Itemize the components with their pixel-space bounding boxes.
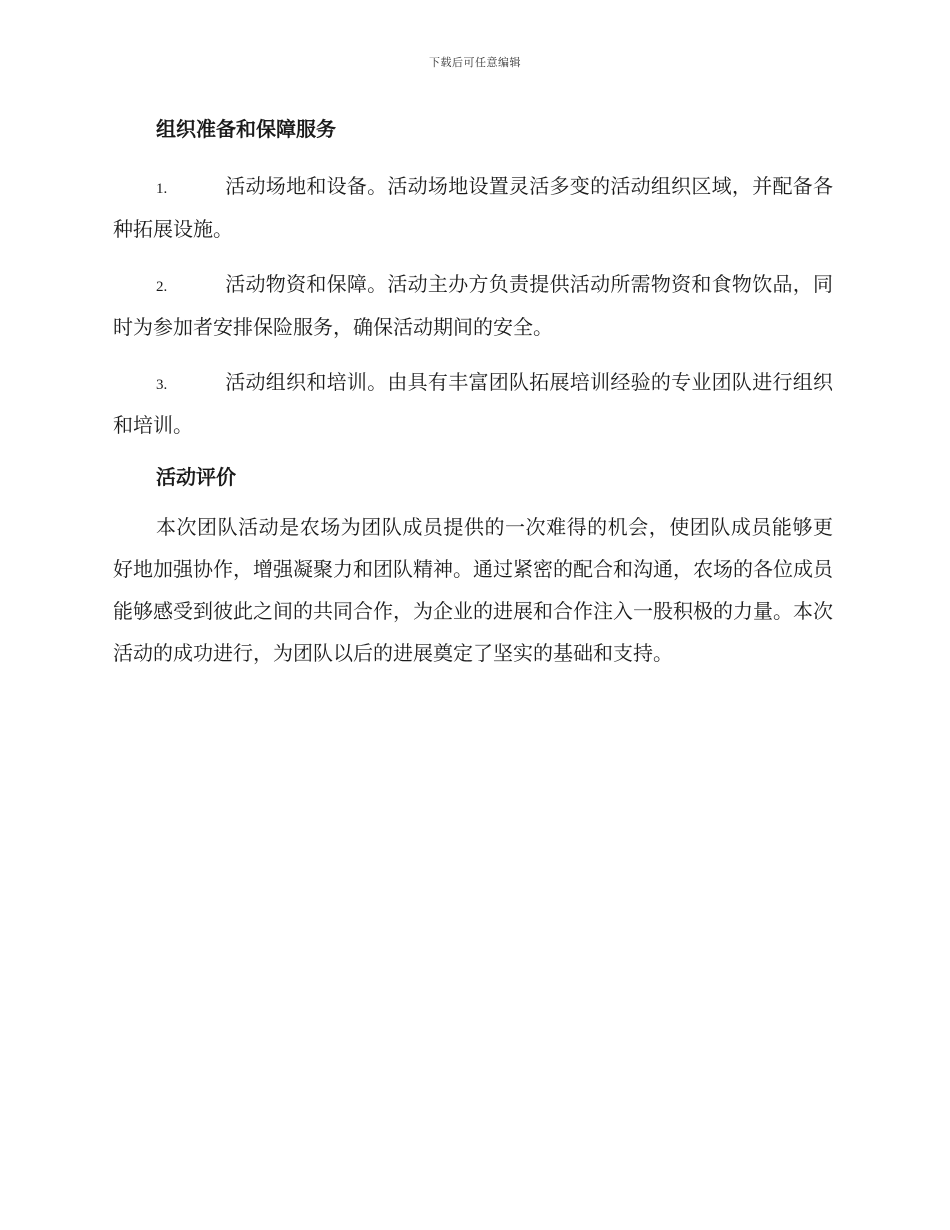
list-number: 3. <box>156 377 168 393</box>
list-item <box>113 362 833 445</box>
list-number: 1. <box>156 181 168 197</box>
list-number: 2. <box>156 279 168 295</box>
page-header: 下载后可任意编辑 <box>429 56 521 69</box>
section-heading-evaluation: 活动评价 <box>156 465 236 489</box>
document-body <box>113 112 833 674</box>
list-item-text: 活动场地和设备。活动场地设置灵活多变的活动组织区域，并配备各种拓展设施。 <box>113 174 833 241</box>
list-item-text: 活动组织和培训。由具有丰富团队拓展培训经验的专业团队进行组织和培训。 <box>113 370 833 437</box>
evaluation-paragraph: 本次团队活动是农场为团队成员提供的一次难得的机会，使团队成员能够更好地加强协作，增强凝聚力和团队精神。通过紧密的配合和沟通，农场的各位成员能够感受到彼此之间的共同合作，为企业的进展和合作注入一股积极的力量。本次活动的成功进行，为团队以后的进展奠定了坚实的基础和支持。 <box>113 515 833 665</box>
section-heading-organization: 组织准备和保障服务 <box>156 117 336 141</box>
list-item <box>113 264 833 347</box>
list-item-text: 活动物资和保障。活动主办方负责提供活动所需物资和食物饮品，同时为参加者安排保险服务，确保活动期间的安全。 <box>113 272 833 339</box>
list-item <box>113 166 833 249</box>
